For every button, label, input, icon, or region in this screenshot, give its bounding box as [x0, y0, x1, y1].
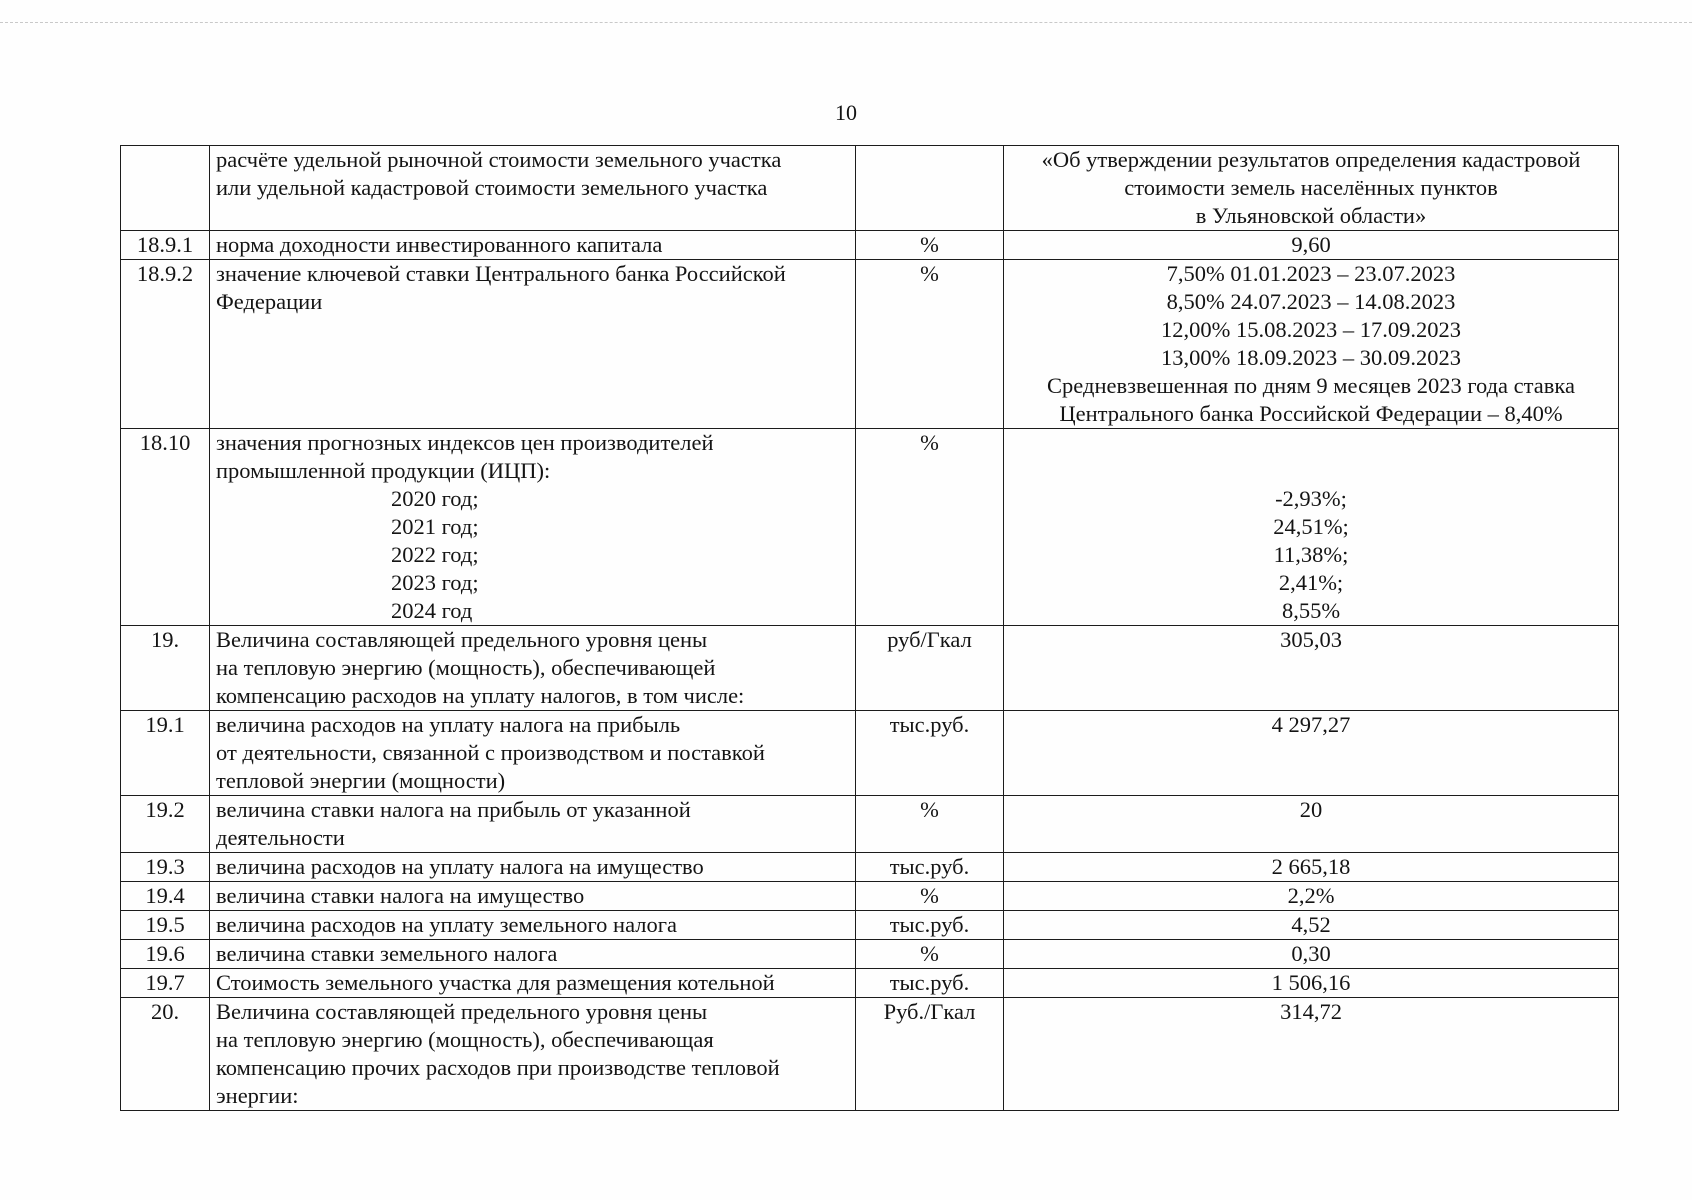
row-value-cell: 1 506,16 [1004, 969, 1619, 998]
row-description-cell: величина ставки налога на прибыль от указанной деятельности [210, 796, 856, 853]
row-number-cell: 18.9.2 [121, 260, 210, 429]
row-value-cell: 7,50% 01.01.2023 – 23.07.2023 8,50% 24.07.2023 – 14.08.2023 12,00% 15.08.2023 – 17.09.2023 13,00% 18.09.2023 – 30.09.2023 Средневзвешенная по дням 9 месяцев 2023 года ставка Центрального банка Российской Федерации – 8,40% [1004, 260, 1619, 429]
row-value-cell: 9,60 [1004, 231, 1619, 260]
row-unit-cell [856, 146, 1004, 231]
row-description-cell: величина расходов на уплату налога на имущество [210, 853, 856, 882]
table-row [121, 146, 1619, 231]
row-description-cell: расчёте удельной рыночной стоимости земельного участка или удельной кадастровой стоимости земельного участка [210, 146, 856, 231]
row-description-cell: Величина составляющей предельного уровня цены на тепловую энергию (мощность), обеспечивающей компенсацию расходов на уплату налогов, в том числе: [210, 626, 856, 711]
table-row [121, 231, 1619, 260]
table-row [121, 882, 1619, 911]
row-description-cell: норма доходности инвестированного капитала [210, 231, 856, 260]
table-row [121, 998, 1619, 1111]
table-row [121, 796, 1619, 853]
row-value-cell: -2,93%; 24,51%; 11,38%; 2,41%; 8,55% [1004, 429, 1619, 626]
row-value-cell: 2,2% [1004, 882, 1619, 911]
row-number-cell: 18.9.1 [121, 231, 210, 260]
row-unit-cell: тыс.руб. [856, 711, 1004, 796]
table-row [121, 853, 1619, 882]
scan-artifact-line [0, 22, 1692, 23]
row-number-cell: 19.3 [121, 853, 210, 882]
row-number-cell: 19.4 [121, 882, 210, 911]
row-unit-cell: тыс.руб. [856, 969, 1004, 998]
row-value-cell: 314,72 [1004, 998, 1619, 1111]
row-value-cell: «Об утверждении результатов определения кадастровой стоимости земель населённых пунктов в Ульяновской области» [1004, 146, 1619, 231]
row-description-cell: величина ставки земельного налога [210, 940, 856, 969]
table-row [121, 911, 1619, 940]
page-number: 10 [835, 100, 857, 125]
row-description-cell: Величина составляющей предельного уровня цены на тепловую энергию (мощность), обеспечивающая компенсацию прочих расходов при производстве тепловой энергии: [210, 998, 856, 1111]
row-number-cell: 19.1 [121, 711, 210, 796]
table-row [121, 429, 1619, 626]
row-value-cell: 4 297,27 [1004, 711, 1619, 796]
row-number-cell: 19.7 [121, 969, 210, 998]
row-value-cell: 20 [1004, 796, 1619, 853]
row-value-cell: 305,03 [1004, 626, 1619, 711]
row-number-cell: 18.10 [121, 429, 210, 626]
row-description-cell: величина расходов на уплату налога на прибыль от деятельности, связанной с производством и поставкой тепловой энергии (мощности) [210, 711, 856, 796]
row-unit-cell: % [856, 940, 1004, 969]
row-number-cell: 19.2 [121, 796, 210, 853]
row-unit-cell: Руб./Гкал [856, 998, 1004, 1111]
table-row [121, 626, 1619, 711]
row-number-cell: 19. [121, 626, 210, 711]
row-unit-cell: тыс.руб. [856, 853, 1004, 882]
row-unit-cell: тыс.руб. [856, 911, 1004, 940]
table-row [121, 969, 1619, 998]
row-description-cell: значения прогнозных индексов цен производителей промышленной продукции (ИЦП): 2020 год; 2021 год; 2022 год; 2023 год; 2024 год [210, 429, 856, 626]
row-number-cell: 20. [121, 998, 210, 1111]
row-number-cell [121, 146, 210, 231]
row-value-cell: 2 665,18 [1004, 853, 1619, 882]
table-row [121, 940, 1619, 969]
row-unit-cell: % [856, 429, 1004, 626]
row-unit-cell: % [856, 260, 1004, 429]
row-value-cell: 0,30 [1004, 940, 1619, 969]
row-unit-cell: % [856, 231, 1004, 260]
row-description-cell: величина ставки налога на имущество [210, 882, 856, 911]
row-description-cell: Стоимость земельного участка для размещения котельной [210, 969, 856, 998]
row-unit-cell: % [856, 796, 1004, 853]
table-row [121, 260, 1619, 429]
row-number-cell: 19.6 [121, 940, 210, 969]
row-unit-cell: руб/Гкал [856, 626, 1004, 711]
row-number-cell: 19.5 [121, 911, 210, 940]
row-value-cell: 4,52 [1004, 911, 1619, 940]
row-description-cell: значение ключевой ставки Центрального банка Российской Федерации [210, 260, 856, 429]
row-unit-cell: % [856, 882, 1004, 911]
row-description-cell: величина расходов на уплату земельного налога [210, 911, 856, 940]
table-row [121, 711, 1619, 796]
tariff-parameters-table [120, 145, 1619, 1111]
